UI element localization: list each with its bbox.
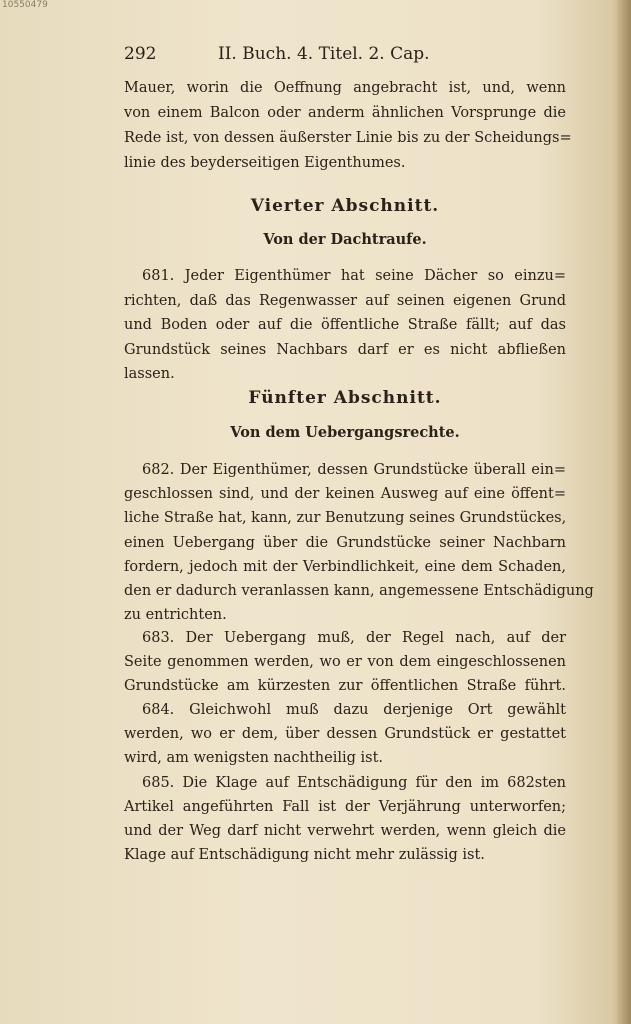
text-line: linie des beyderseitigen Eigenthumes.	[124, 155, 406, 171]
text-line: von einem Balcon oder anderm ähnlichen Vorsprunge die	[124, 105, 566, 121]
text-line: zu entrichten.	[124, 607, 227, 623]
text-line: Grundstücke am kürzesten zur öffentlichen Straße führt.	[124, 678, 566, 694]
page-number: 292	[124, 44, 157, 64]
text-line: und der Weg darf nicht verwehrt werden, wenn gleich die	[124, 823, 566, 839]
text-line: geschlossen sind, und der keinen Ausweg auf eine öffent=	[124, 486, 566, 502]
text-line: Artikel angeführten Fall ist der Verjährung unterworfen;	[124, 799, 566, 815]
section-title: Vierter Abschnitt.	[250, 196, 440, 216]
text-line: fordern, jedoch mit der Verbindlichkeit, eine dem Schaden,	[124, 559, 566, 575]
text-line: einen Uebergang über die Grundstücke seiner Nachbarn	[124, 535, 566, 551]
text-line: den er dadurch veranlassen kann, angemessene Entschädigung	[124, 583, 594, 599]
text-line: richten, daß das Regenwasser auf seinen eigenen Grund	[124, 293, 566, 309]
section-subtitle: Von dem Uebergangsrechte.	[230, 424, 460, 441]
text-line: und Boden oder auf die öffentliche Straße fällt; auf das	[124, 317, 566, 333]
text-line: 685. Die Klage auf Entschädigung für den im 682sten	[142, 775, 566, 791]
text-line: Rede ist, von dessen äußerster Linie bis zu der Scheidungs=	[124, 130, 572, 146]
text-line: 682. Der Eigenthümer, dessen Grundstücke überall ein=	[142, 462, 566, 478]
catalog-stamp: 10550479	[2, 0, 48, 10]
text-line: Seite genommen werden, wo er von dem eingeschlossenen	[124, 654, 566, 670]
text-line: wird, am wenigsten nachtheilig ist.	[124, 750, 384, 766]
text-line: werden, wo er dem, über dessen Grundstück er gestattet	[124, 726, 566, 742]
page-edge	[617, 0, 631, 1024]
section-subtitle: Von der Dachtraufe.	[263, 231, 427, 248]
text-line: lassen.	[124, 366, 175, 382]
text-line: Mauer, worin die Oeffnung angebracht ist, und, wenn	[124, 80, 566, 96]
text-line: 681. Jeder Eigenthümer hat seine Dächer so einzu=	[142, 268, 566, 284]
section-title: Fünfter Abschnitt.	[248, 388, 442, 408]
running-title: II. Buch. 4. Titel. 2. Cap.	[218, 44, 430, 64]
text-line: Grundstück seines Nachbars darf er es nicht abfließen	[124, 342, 566, 358]
text-line: Klage auf Entschädigung nicht mehr zulässig ist.	[124, 847, 485, 863]
text-line: liche Straße hat, kann, zur Benutzung seines Grundstückes,	[124, 510, 567, 526]
text-line: 683. Der Uebergang muß, der Regel nach, auf der	[142, 630, 566, 646]
text-line: 684. Gleichwohl muß dazu derjenige Ort gewählt	[142, 702, 566, 718]
running-header	[124, 44, 564, 68]
